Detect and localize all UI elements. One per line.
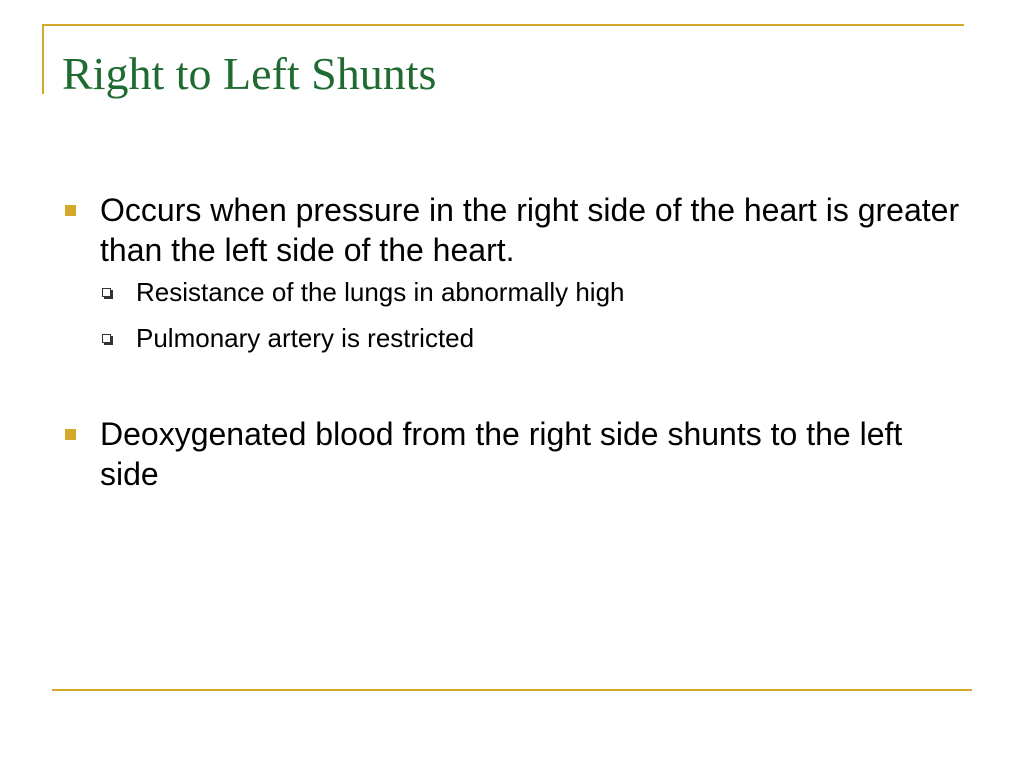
bullet-text: Occurs when pressure in the right side of the heart is greater than the left side of the heart. [100,192,960,268]
footer-rule [52,689,972,691]
title-frame-top-rule [42,24,964,26]
bullet-item [62,414,962,494]
sub-bullet-text: Pulmonary artery is restricted [136,323,475,353]
slide-body [62,190,962,494]
sub-bullet-list [62,276,962,354]
sub-bullet-item [100,322,962,354]
hollow-square-bullet-icon [102,334,111,343]
bullet-item [62,190,962,270]
slide-title: Right to Left Shunts [62,48,437,99]
bullet-text: Deoxygenated blood from the right side shunts to the left side [100,416,903,492]
hollow-square-bullet-icon [102,288,111,297]
title-frame-left-rule [42,24,44,94]
filled-square-bullet-icon [65,205,76,216]
filled-square-bullet-icon [65,429,76,440]
bullet-spacer [62,368,962,414]
sub-bullet-item [100,276,962,308]
sub-bullet-text: Resistance of the lungs in abnormally high [136,277,625,307]
